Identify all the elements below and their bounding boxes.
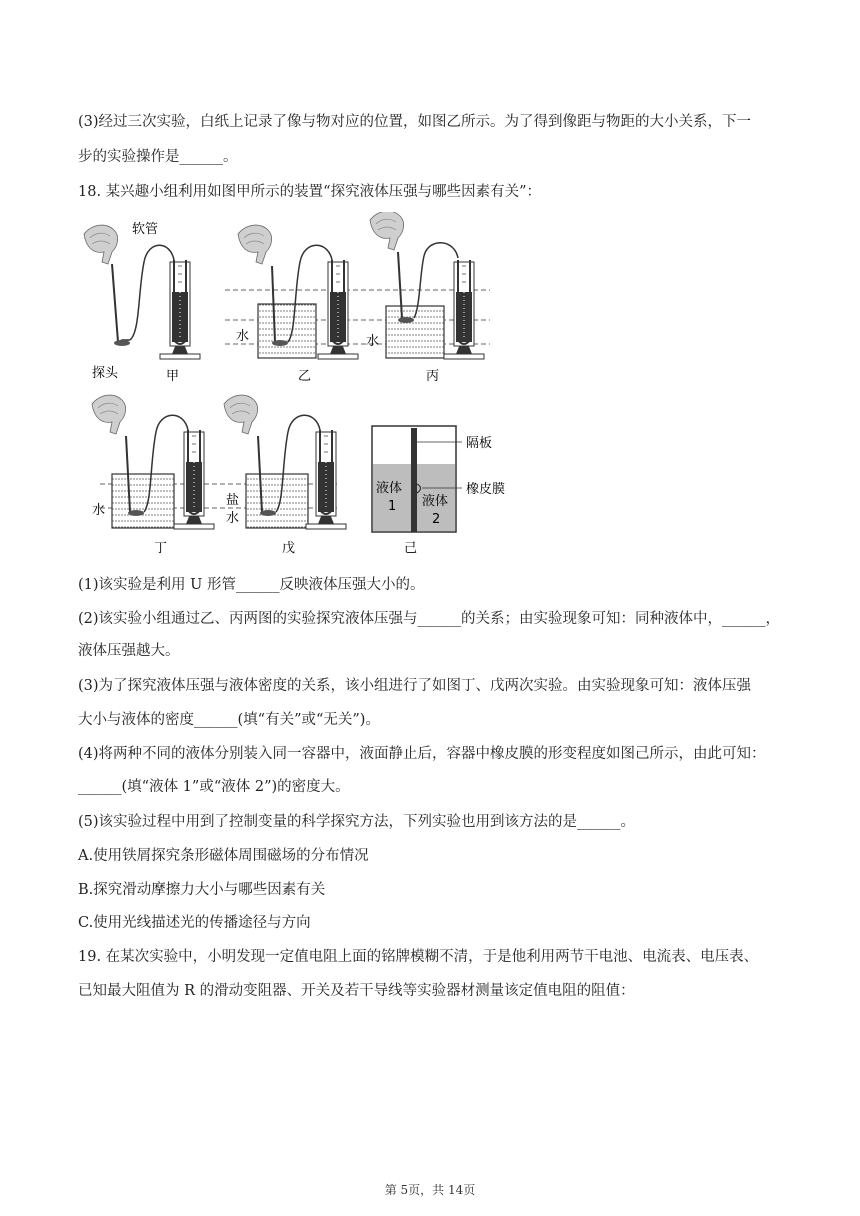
page-footer: 第 5页，共 14页	[384, 1183, 476, 1197]
question-18-title: 18. 某兴趣小组利用如图甲所示的装置“探究液体压强与哪些因素有关”：	[78, 184, 541, 200]
option-b: B.探究滑动摩擦力大小与哪些因素有关	[78, 882, 326, 898]
label-salt-2: 水	[226, 511, 240, 526]
text-line-2: 步的实验操作是______。	[78, 149, 238, 165]
label-jia: 甲	[166, 369, 180, 384]
q18-part-4-cont: ______(填“液体 1”或“液体 2”)的密度大。	[78, 779, 350, 795]
figure-ding	[92, 395, 214, 556]
q18-part-2: (2)该实验小组通过乙、丙两图的实验探究液体压强与______的关系；由实验现象可知：同种液体中，______，	[78, 611, 781, 627]
label-ding: 丁	[154, 541, 168, 556]
label-liquid-1a: 液体	[376, 481, 403, 496]
q18-part-1: (1)该实验是利用 U 形管______反映液体压强大小的。	[78, 577, 425, 593]
figure-wu	[224, 395, 346, 556]
label-ji: 己	[404, 541, 418, 556]
text-line-1: (3)经过三次实验，白纸上记录了像与物对应的位置，如图乙所示。为了得到像距与物距的大小关系，下一	[78, 114, 752, 130]
option-c: C.使用光线描述光的传播途径与方向	[78, 915, 311, 931]
label-bing: 丙	[426, 369, 440, 384]
label-liquid-1b: 1	[388, 499, 397, 514]
label-water-bing: 水	[366, 334, 380, 349]
q18-part-3: (3)为了探究液体压强与液体密度的关系，该小组进行了如图丁、戊两次实验。由实验现象可知：液体压强	[78, 678, 752, 694]
label-water-yi: 水	[236, 329, 250, 344]
experiment-figure	[70, 212, 610, 562]
label-salt-1: 盐	[226, 493, 240, 508]
question-19-line-1: 19. 在某次实验中，小明发现一定值电阻上面的铭牌模糊不清，于是他利用两节干电池、电流表、电压表、	[78, 949, 759, 965]
label-membrane: 橡皮膜	[466, 482, 506, 497]
q18-part-5: (5)该实验过程中用到了控制变量的科学探究方法，下列实验也用到该方法的是______。	[78, 814, 636, 830]
label-liquid-2b: 2	[432, 512, 441, 527]
figure-yi	[236, 225, 358, 384]
label-partition: 隔板	[466, 436, 493, 451]
q18-part-3-cont: 大小与液体的密度______(填“有关”或“无关”)。	[78, 712, 380, 728]
label-water-ding: 水	[92, 503, 106, 518]
label-yi: 乙	[298, 369, 312, 384]
figure-ji	[372, 426, 505, 556]
figure-bing	[366, 212, 484, 384]
figure-jia	[84, 222, 200, 384]
question-19-line-2: 已知最大阻值为 R 的滑动变阻器、开关及若干导线等实验器材测量该定值电阻的阻值：	[78, 983, 635, 999]
label-liquid-2a: 液体	[422, 494, 449, 509]
label-hose: 软管	[132, 222, 159, 237]
label-wu: 戊	[282, 541, 296, 556]
label-probe: 探头	[92, 366, 119, 381]
q18-part-2-cont: 液体压强越大。	[78, 643, 180, 659]
q18-part-4: (4)将两种不同的液体分别装入同一容器中，液面静止后，容器中橡皮膜的形变程度如图己所示，由此可知：	[78, 746, 766, 762]
option-a: A.使用铁屑探究条形磁体周围磁场的分布情况	[78, 848, 369, 864]
